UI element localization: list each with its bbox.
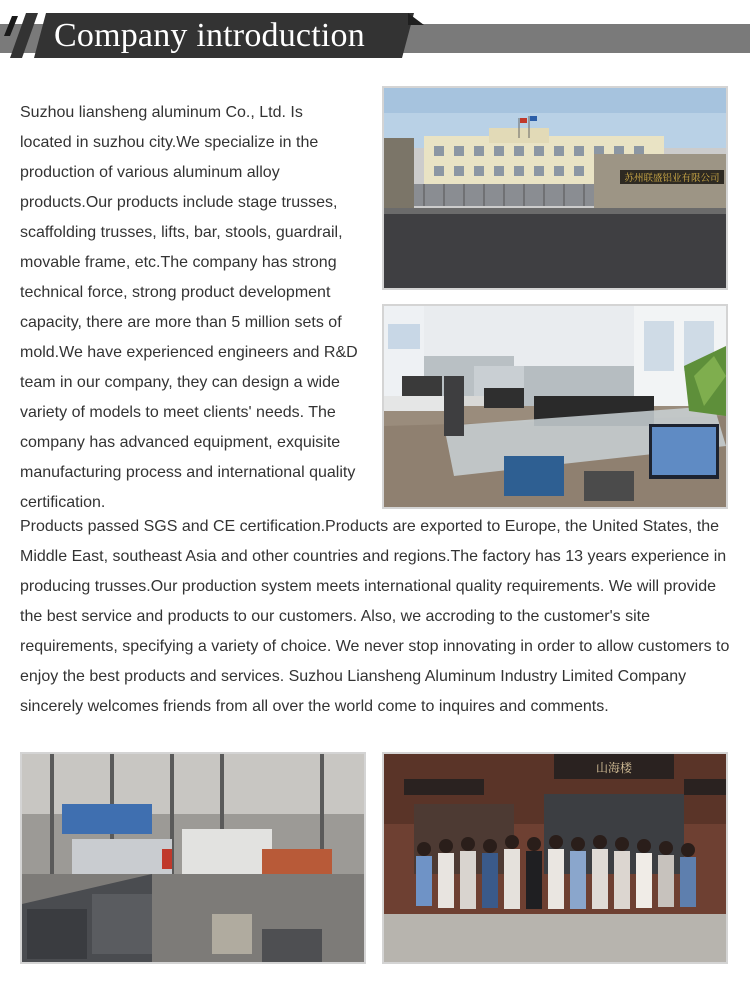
- company-sign: 苏州联盛铝业有限公司: [624, 173, 720, 184]
- factory-floor-photo: [20, 752, 366, 964]
- body-paragraph: Products passed SGS and CE certification.Products are exported to Europe, the United States, the Middle East, southeast Asia and other countries and regions.The factory has 13 years experience in producing trusses.Our production system meets international quality requirements. We will provide the best service and products to our customers. Also, we accroding to the customer's site requirements, specifying a variety of choice. We never stop innovating in order to allow customers to enjoy the best products and services. Suzhou Liansheng Aluminum Industry Limited Company sincerely welcomes friends from all over the world come to inquires and comments.: [20, 518, 730, 715]
- office-interior-photo: [382, 304, 728, 509]
- building-sign: 山海楼: [595, 761, 633, 775]
- intro-paragraph: Suzhou liansheng aluminum Co., Ltd. Is located in suzhou city.We specialize in the production of various aluminum alloy products.Our products include stage trusses, scaffolding trusses, lifts, bar, stools, guardrail, movable frame, etc.The company has strong technical force, strong product development capacity, there are more than 5 million sets of mold.We have experienced engineers and R&D team in our company, they can design a wide variety of models to meet clients' needs. The company has advanced equipment, exquisite manufacturing process and international quality certification.: [20, 104, 358, 511]
- team-group-photo: [382, 752, 728, 964]
- page-title: Company introduction: [54, 17, 365, 54]
- company-building-photo: [382, 86, 728, 290]
